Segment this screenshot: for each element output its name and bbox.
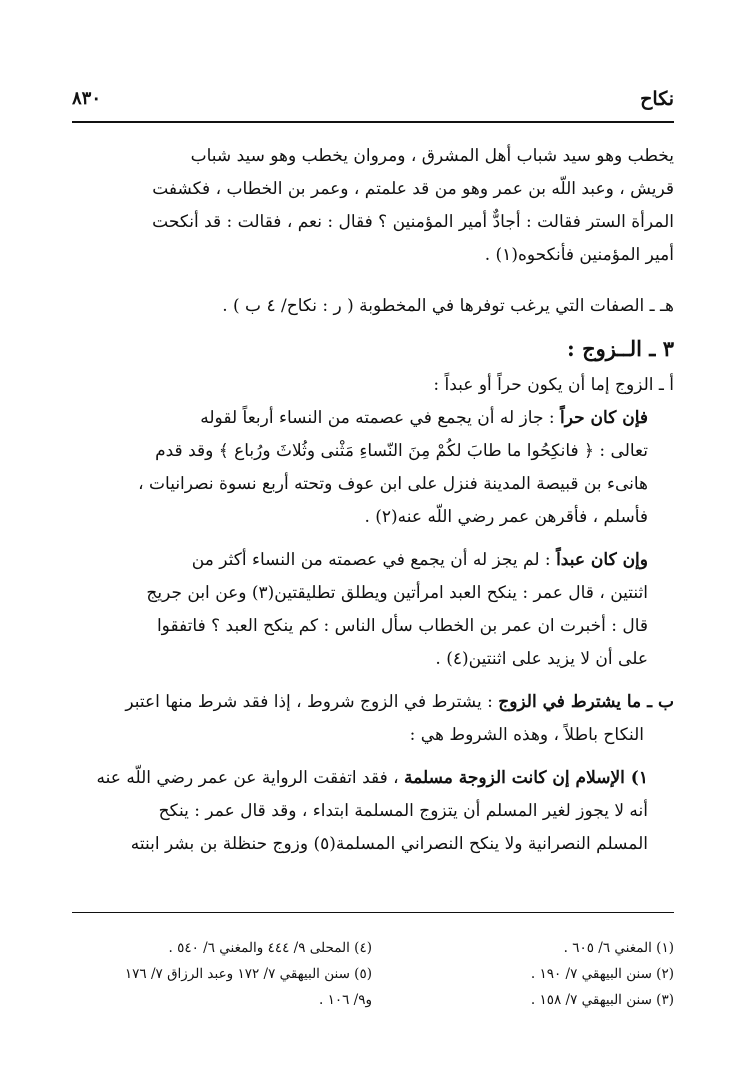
item-h: هـ ـ الصفات التي يرغب توفرها في المخطوبة ( ر : نكاح/ ٤ ب ) . — [222, 296, 674, 316]
footnote: (٢) سنن البيهقي ٧/ ١٩٠ . — [530, 966, 674, 982]
item-b — [72, 686, 674, 752]
text-line: قريش ، وعبد اللّه بن عمر وهو من قد علمتم ، وعمر بن الخطاب ، فكشفت — [152, 179, 674, 199]
text-line: المرأة الستر فقالت : أجادٌّ أمير المؤمنين ؟ فقال : نعم ، فقالت : قد أنكحت — [152, 212, 674, 232]
text-line: قال : أخبرت ان عمر بن الخطاب سأل الناس : كم ينكح العبد ؟ فاتفقوا — [156, 616, 648, 636]
text-line: أنه لا يجوز لغير المسلم أن يتزوج المسلمة ابتداء ، وقد قال عمر : ينكح — [158, 801, 648, 821]
spacer — [72, 272, 674, 290]
spacer — [72, 534, 674, 544]
text-line: ب ـ ما يشترط في الزوج : يشترط في الزوج شروط ، إذا فقد شرط منها اعتبر — [125, 692, 674, 712]
page-header — [72, 88, 674, 120]
footnotes-right-column — [474, 935, 674, 1013]
paragraph-slave-husband — [72, 544, 674, 676]
page-number: ٨٣٠ — [72, 88, 102, 109]
spacer — [72, 676, 674, 686]
lead-term: فإن كان حراً — [560, 408, 648, 428]
footnote: (٥) سنن البيهقي ٧/ ١٧٢ وعبد الرزاق ٧/ ١٧٦ — [124, 966, 372, 982]
footnote: و٩/ ١٠٦ . — [319, 992, 372, 1008]
section-heading: ٣ ـ الــزوج : — [567, 336, 674, 361]
footnotes-left-column — [72, 935, 372, 1013]
text-line: تعالى : ﴿ فانكِحُوا ما طابَ لكُمْ مِنَ النّساءِ مَثْنى وثُلاثَ ورُباع ﴾ وقد قدم — [155, 441, 648, 461]
text-line: هانىء بن قبيصة المدينة فنزل على ابن عوف وتحته أربع نسوة نصرانيات ، — [138, 474, 648, 494]
condition-1 — [72, 762, 674, 861]
lead-term: ب ـ ما يشترط في الزوج — [498, 692, 674, 712]
text-line: النكاح باطلاً ، وهذه الشروط هي : — [409, 725, 644, 745]
text-line: ١) الإسلام إن كانت الزوجة مسلمة ، فقد اتفقت الرواية عن عمر رضي اللّه عنه — [96, 768, 648, 788]
text-line: المسلم النصرانية ولا ينكح النصراني المسلمة(٥) وزوج حنظلة بن بشر ابنته — [130, 834, 648, 854]
main-text — [72, 140, 674, 861]
text-line: على أن لا يزيد على اثنتين(٤) . — [435, 649, 648, 669]
text-line: فإن كان حراً : جاز له أن يجمع في عصمته من النساء أربعاً لقوله — [200, 408, 648, 428]
text-line: اثنتين ، قال عمر : ينكح العبد امرأتين ويطلق تطليقتين(٣) وعن ابن جريج — [146, 583, 648, 603]
text-line: أمير المؤمنين فأنكحوه(١) . — [484, 245, 674, 265]
lead-term: ١) الإسلام إن كانت الزوجة مسلمة — [404, 768, 648, 788]
text-line: وإن كان عبداً : لم يجز له أن يجمع في عصمته من النساء أكثر من — [191, 550, 648, 570]
text-line: فأسلم ، فأقرهن عمر رضي اللّه عنه(٢) . — [364, 507, 648, 527]
text-line: يخطب وهو سيد شباب أهل المشرق ، ومروان يخطب وهو سيد شباب — [190, 146, 674, 166]
spacer — [72, 752, 674, 762]
running-title: نكاح — [640, 88, 674, 110]
footnote-rule — [72, 912, 674, 913]
item-a: أ ـ الزوج إما أن يكون حراً أو عبداً : — [433, 375, 674, 395]
lead-term: وإن كان عبداً — [556, 550, 648, 570]
footnote: (١) المغني ٦/ ٦٠٥ . — [563, 940, 674, 956]
footnote: (٤) المحلى ٩/ ٤٤٤ والمغني ٦/ ٥٤٠ . — [168, 940, 372, 956]
paragraph-continuation — [72, 140, 674, 272]
footnote: (٣) سنن البيهقي ٧/ ١٥٨ . — [530, 992, 674, 1008]
paragraph-free-husband — [72, 402, 674, 534]
header-rule — [72, 121, 674, 123]
